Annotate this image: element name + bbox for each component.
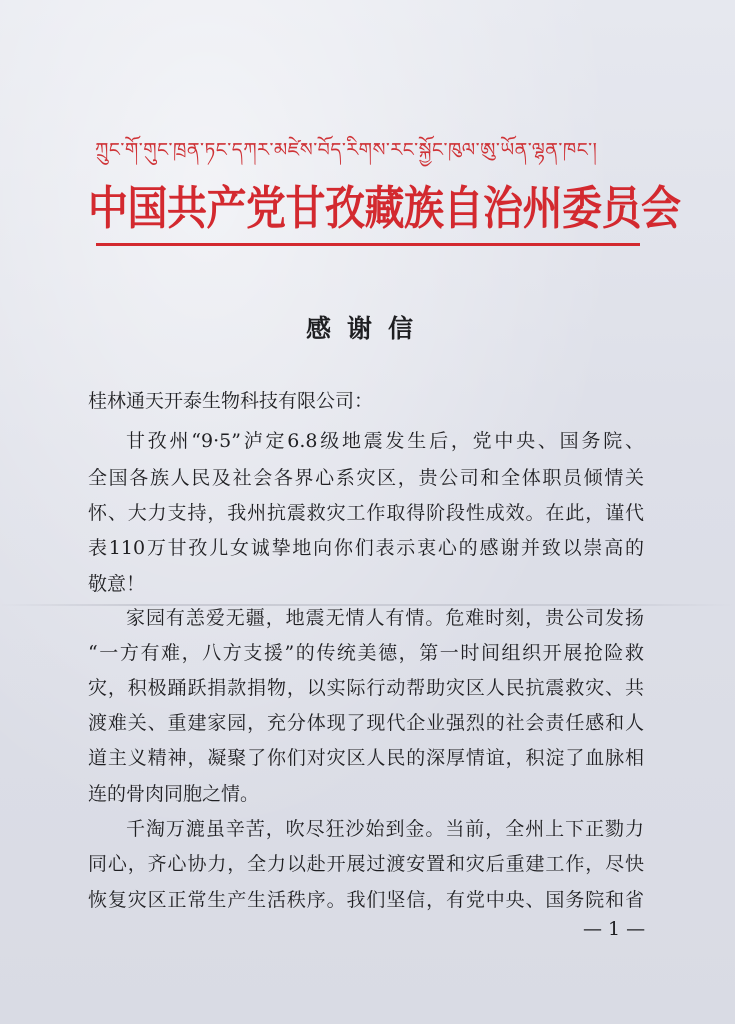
body-line: 灾，积极踊跃捐款捐物，以实际行动帮助灾区人民抗震救灾、共 bbox=[88, 677, 644, 699]
body-line: 敬意！ bbox=[88, 573, 146, 595]
header-divider bbox=[96, 243, 640, 246]
body-line: 甘孜州“9·5”泸定6.8级地震发生后，党中央、国务院、 bbox=[126, 430, 644, 452]
body-line: 表110万甘孜儿女诚挚地向你们表示衷心的感谢并致以崇高的 bbox=[88, 537, 644, 559]
letter-title: 感谢信 bbox=[305, 314, 429, 343]
body-line: 道主义精神，凝聚了你们对灾区人民的深厚情谊，积淀了血脉相 bbox=[88, 747, 644, 769]
body-line: 全国各族人民及社会各界心系灾区，贵公司和全体职员倾情关 bbox=[88, 467, 644, 489]
letter-recipient: 桂林通天开泰生物科技有限公司： bbox=[88, 390, 374, 412]
body-line: 渡难关、重建家园，充分体现了现代企业强烈的社会责任感和人 bbox=[88, 712, 644, 734]
body-line: 家园有恙爱无疆，地震无情人有情。危难时刻，贵公司发扬 bbox=[126, 607, 644, 629]
body-line: 怀、大力支持，我州抗震救灾工作取得阶段性成效。在此，谨代 bbox=[88, 502, 644, 524]
body-line: “一方有难，八方支援”的传统美德，第一时间组织开展抢险救 bbox=[88, 642, 644, 664]
organization-name: 中国共产党甘孜藏族自治州委员会 bbox=[88, 181, 681, 236]
body-line: 千淘万漉虽辛苦，吹尽狂沙始到金。当前，全州上下正勠力 bbox=[126, 818, 644, 840]
body-line: 恢复灾区正常生产生活秩序。我们坚信，有党中央、国务院和省 bbox=[88, 889, 644, 911]
tibetan-organization-name: ཀྲུང་གོ་གུང་ཁྲན་ཏང་དཀར་མཛེས་བོད་རིགས་རང་སྐྱོང་ཁུལ་ཨུ་ཡོན་ལྷན་ཁང་། bbox=[95, 139, 598, 161]
body-line: 同心，齐心协力，全力以赴开展过渡安置和灾后重建工作，尽快 bbox=[88, 853, 644, 875]
page-number: — 1 — bbox=[583, 918, 646, 940]
body-line: 连的骨肉同胞之情。 bbox=[88, 783, 260, 805]
